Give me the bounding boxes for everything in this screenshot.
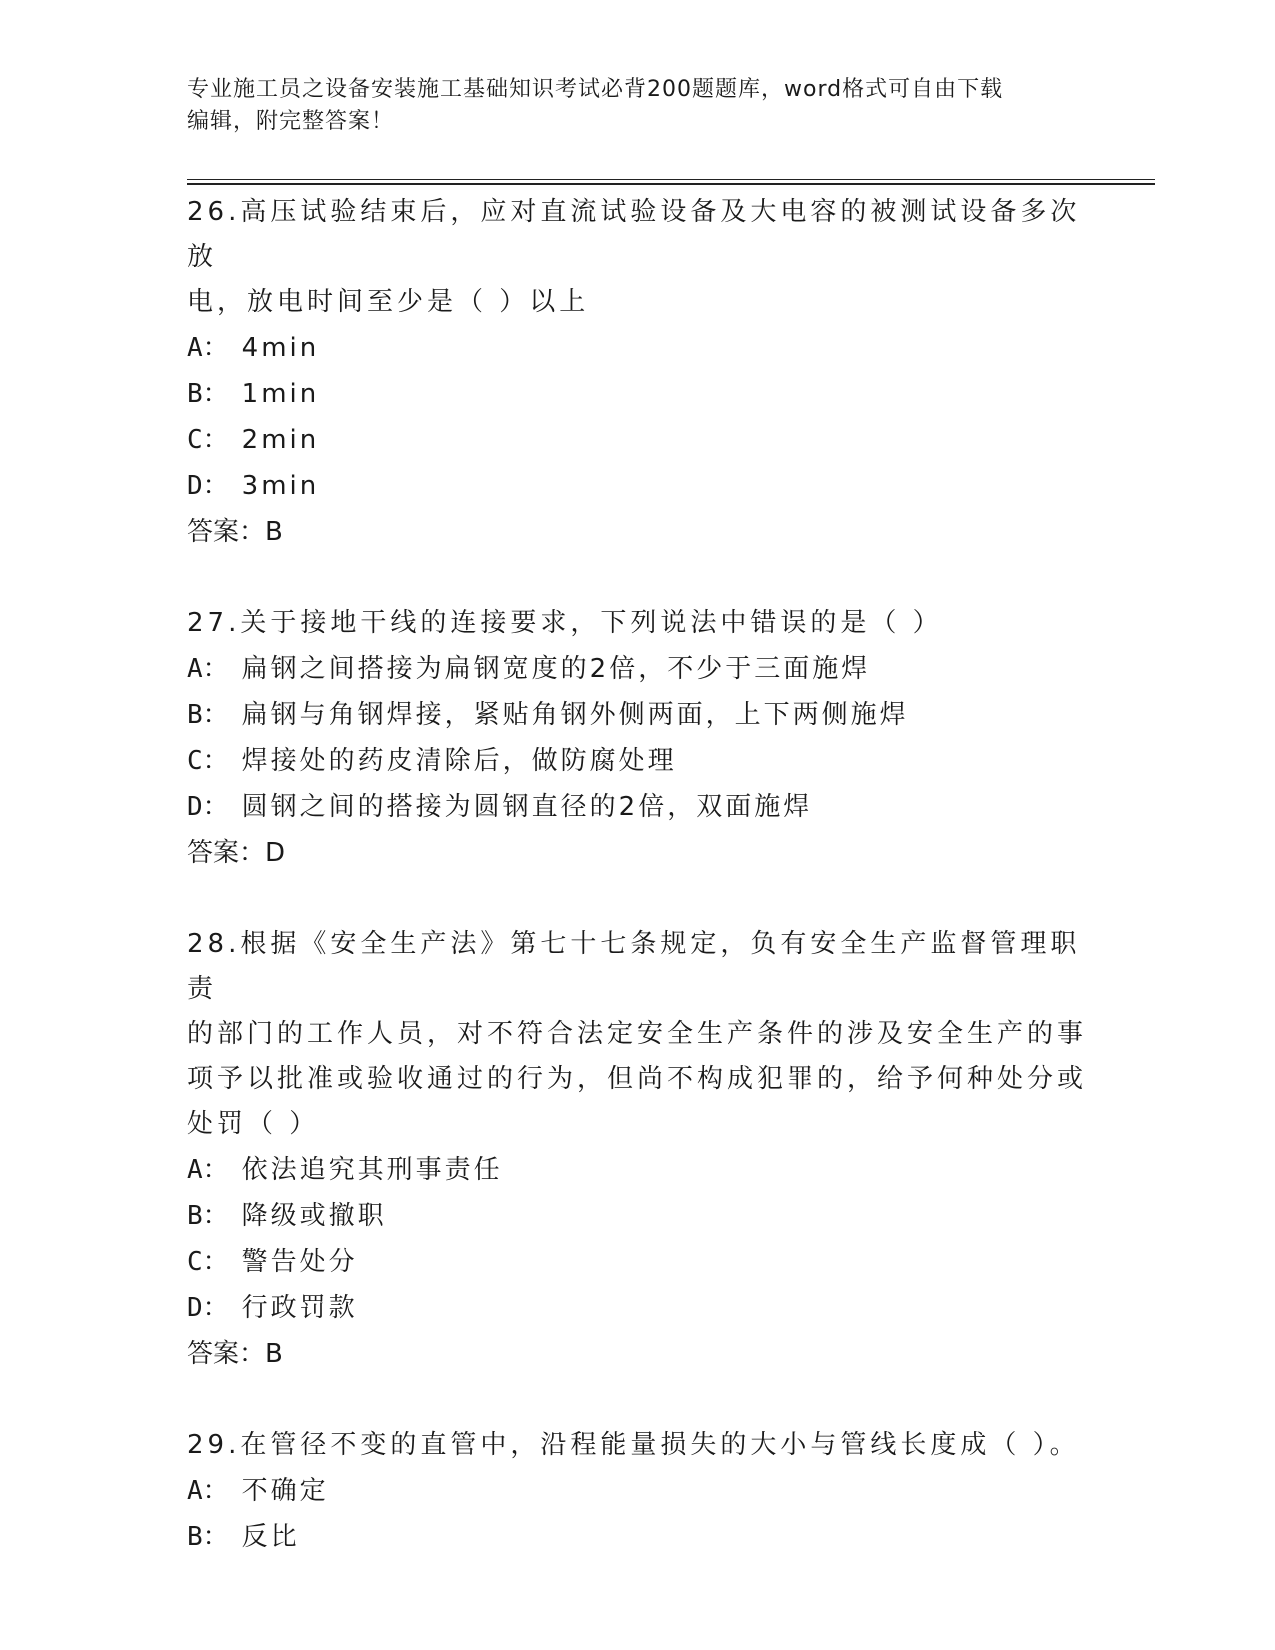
answer-option: [187, 738, 1087, 784]
question-text-line: 处罚（ ）: [187, 1109, 320, 1139]
option-separator: ：: [202, 425, 232, 455]
option-text: 4min: [241, 333, 320, 363]
header-divider-top: [187, 179, 1155, 180]
option-separator: ：: [202, 471, 232, 501]
question-text-line: 29.在管径不变的直管中，沿程能量损失的大小与管线长度成（ ）。: [187, 1430, 1080, 1460]
option-text: 依法追究其刑事责任: [241, 1155, 503, 1185]
question-text-line: 电，放电时间至少是（ ）以上: [187, 287, 590, 317]
option-separator: ：: [202, 333, 232, 363]
option-letter: A: [187, 654, 203, 684]
answer-option: [187, 1514, 1087, 1560]
answer-option: [187, 646, 1087, 692]
option-letter: B: [187, 379, 203, 409]
option-separator: ：: [202, 746, 232, 776]
option-separator: ：: [202, 1155, 232, 1185]
option-letter: C: [187, 746, 203, 776]
question-block: [187, 601, 1087, 876]
answer-key: 答案：D: [187, 838, 286, 868]
option-letter: A: [187, 1476, 203, 1506]
option-letter: B: [187, 1201, 203, 1231]
option-text: 降级或撤职: [241, 1201, 387, 1231]
option-letter: C: [187, 1247, 203, 1277]
question-text-line: 26.高压试验结束后，应对直流试验设备及大电容的被测试设备多次放: [187, 197, 1081, 272]
option-letter: C: [187, 425, 203, 455]
option-letter: A: [187, 1155, 203, 1185]
question-block: [187, 190, 1087, 555]
option-text: 扁钢之间搭接为扁钢宽度的2倍，不少于三面施焊: [241, 654, 871, 684]
question-text-line: 28.根据《安全生产法》第七十七条规定，负有安全生产监督管理职责: [187, 929, 1081, 1004]
option-separator: ：: [202, 1293, 232, 1323]
option-separator: ：: [202, 700, 232, 730]
option-separator: ：: [202, 1522, 232, 1552]
option-separator: ：: [202, 654, 232, 684]
answer-option: [187, 1239, 1087, 1285]
option-text: 行政罚款: [241, 1293, 358, 1323]
option-letter: D: [187, 1293, 203, 1323]
option-text: 1min: [241, 379, 320, 409]
option-separator: ：: [202, 1476, 232, 1506]
answer-key: 答案：B: [187, 517, 283, 547]
question-list: [187, 190, 1087, 1606]
question-text-line: 项予以批准或验收通过的行为，但尚不构成犯罪的，给予何种处分或: [187, 1064, 1088, 1094]
answer-option: [187, 325, 1087, 371]
question-text-line: 的部门的工作人员，对不符合法定安全生产条件的涉及安全生产的事: [187, 1019, 1088, 1049]
question-text-line: 27.关于接地干线的连接要求，下列说法中错误的是（ ）: [187, 608, 943, 638]
option-letter: D: [187, 471, 203, 501]
option-separator: ：: [202, 1201, 232, 1231]
option-separator: ：: [202, 792, 232, 822]
option-text: 圆钢之间的搭接为圆钢直径的2倍，双面施焊: [241, 792, 813, 822]
answer-option: [187, 371, 1087, 417]
answer-option: [187, 463, 1087, 509]
option-text: 焊接处的药皮清除后，做防腐处理: [241, 746, 677, 776]
option-separator: ：: [202, 379, 232, 409]
option-letter: D: [187, 792, 203, 822]
answer-option: [187, 1468, 1087, 1514]
question-block: [187, 1423, 1087, 1560]
option-letter: A: [187, 333, 203, 363]
question-block: [187, 922, 1087, 1377]
document-header: [187, 74, 1067, 138]
option-letter: B: [187, 700, 203, 730]
answer-option: [187, 1147, 1087, 1193]
answer-option: [187, 1285, 1087, 1331]
option-text: 3min: [241, 471, 320, 501]
header-line-2: 编辑，附完整答案！: [187, 109, 395, 134]
answer-key: 答案：B: [187, 1339, 283, 1369]
option-text: 反比: [241, 1522, 300, 1552]
option-text: 警告处分: [241, 1247, 358, 1277]
header-line-1: 专业施工员之设备安装施工基础知识考试必背200题题库，word格式可自由下载: [187, 77, 1004, 102]
answer-option: [187, 417, 1087, 463]
option-letter: B: [187, 1522, 203, 1552]
header-divider-bottom: [187, 183, 1155, 185]
option-text: 扁钢与角钢焊接，紧贴角钢外侧两面，上下两侧施焊: [241, 700, 909, 730]
answer-option: [187, 1193, 1087, 1239]
option-separator: ：: [202, 1247, 232, 1277]
answer-option: [187, 784, 1087, 830]
option-text: 不确定: [241, 1476, 329, 1506]
option-text: 2min: [241, 425, 320, 455]
answer-option: [187, 692, 1087, 738]
